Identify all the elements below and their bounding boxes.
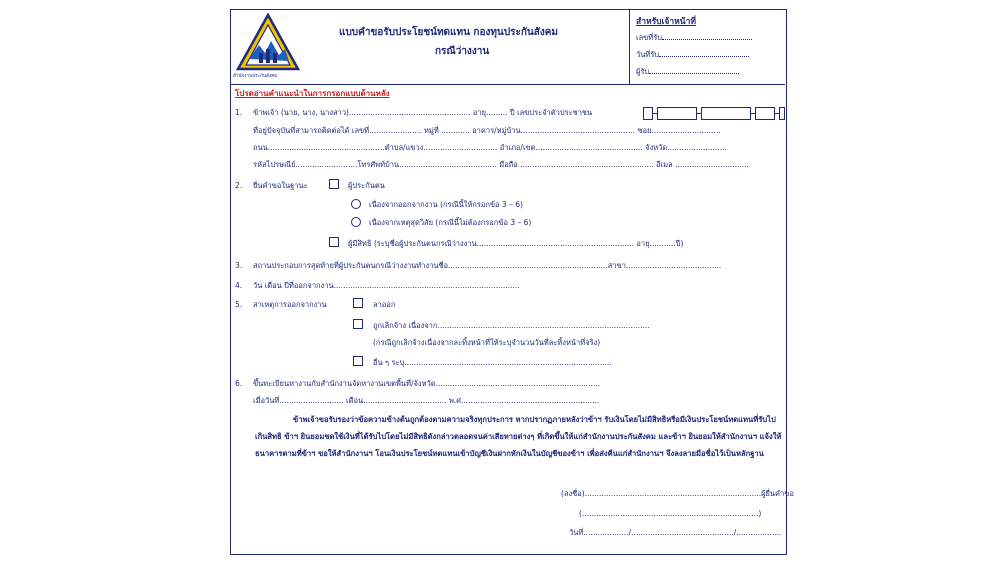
force-majeure-radio[interactable] bbox=[351, 217, 361, 227]
registration-date-line[interactable]: เมื่อวันที่........................... เดือน................................... พ.ศ.......................................................... bbox=[253, 396, 600, 405]
section2-label: ยื่นคำขอในฐานะ bbox=[253, 181, 308, 190]
receipt-number-field[interactable]: เลขที่รับ bbox=[636, 32, 752, 44]
section2-number: 2. bbox=[235, 181, 243, 190]
receipt-date-field[interactable]: วันที่รับ bbox=[636, 49, 749, 61]
job-registration-line[interactable]: ขึ้นทะเบียนหางานกับสำนักงานจัดหางานเขตพื้นที่/จังหวัด..................................................................... bbox=[253, 379, 601, 388]
instruction-text: โปรดอ่านคำแนะนำในการกรอกแบบด้านหลัง bbox=[235, 89, 390, 98]
section1-number: 1. bbox=[235, 108, 243, 117]
org-caption: สำนักงานประกันสังคม bbox=[233, 74, 278, 79]
dismissed-label[interactable]: ถูกเลิกจ้าง เนื่องจาก......................................................................................... bbox=[373, 321, 650, 330]
beneficiary-checkbox[interactable] bbox=[329, 237, 339, 247]
sso-logo-icon bbox=[235, 13, 301, 81]
contact-line[interactable]: รหัสไปรษณีย์..........................โทรศัพท์บ้าน......................................... มือถือ ........................................................ อีเมล ............................... bbox=[253, 160, 749, 169]
beneficiary-label[interactable]: ผู้มีสิทธิ (ระบุชื่อผู้ประกันตนกรณีว่างงาน.................................................................. อายุ...........ปี) bbox=[348, 239, 684, 248]
quit-job-label: เนื่องจากออกจากงาน (กรณีนี้ให้กรอกข้อ 3 – 6) bbox=[369, 200, 523, 209]
last-employer-line[interactable]: สถานประกอบการสุดท้ายที่ผู้ประกันตนกรณีว่างงานทำงานชื่อ...................................................................สาขา........................................ bbox=[253, 261, 722, 270]
form-title: แบบคำขอรับประโยชน์ทดแทน กองทุนประกันสังคม bbox=[339, 27, 559, 38]
form-subtitle: กรณีว่างงาน bbox=[435, 46, 490, 57]
dismissed-note: (กรณีถูกเลิกจ้างเนื่องจากละทิ้งหน้าที่ให้ระบุจำนวนวันที่ละทิ้งหน้าที่จริง) bbox=[373, 338, 601, 347]
section5-label: สาเหตุการออกจากงาน bbox=[253, 300, 327, 309]
insured-checkbox[interactable] bbox=[329, 179, 339, 189]
insured-label: ผู้ประกันตน bbox=[348, 181, 385, 190]
declaration-paragraph: ข้าพเจ้าขอรับรองว่าข้อความข้างต้นถูกต้องตามความจริงทุกประการ หากปรากฏภายหลังว่าข้าฯ รับเงินโดยไม่มีสิทธิหรือมีเงินประโยชน์ทดแทนที่รับไปเกินสิทธิ ข้าฯ ยินยอมชดใช้เงินที่ได้รับไปโดยไม่มีสิทธิดังกล่าวตลอดจนค่าเสียหายต่างๆ ที่เกิดขึ้นให้แก่สำนักงานประกันสังคม และข้าฯ ยินยอมให้สำนักงานฯ แจ้งให้ธนาคารตามที่ข้าฯ ขอให้สำนักงานฯ โอนเงินประโยชน์ทดแทนเข้าบัญชีเงินฝากหักเงินในบัญชีของข้าฯ เพื่อส่งคืนแก่สำนักงานฯ จึงลงลายมือชื่อไว้เป็นหลักฐาน bbox=[255, 415, 782, 458]
road-district-line[interactable]: ถนน.................................................ตำบล/แขวง............................... อำเภอ/เขต............................................. จังหวัด......................... bbox=[253, 143, 727, 152]
applicant-name-line[interactable]: ข้าพเจ้า (นาย, นาง, นางสาว)................................................... อายุ......... ปี เลขประจำตัวประชาชน bbox=[253, 108, 593, 117]
office-use-title: สำหรับเจ้าหน้าที่ bbox=[636, 17, 696, 27]
section6-number: 6. bbox=[235, 379, 243, 388]
quit-job-radio[interactable] bbox=[351, 199, 361, 209]
dismissed-checkbox[interactable] bbox=[353, 319, 363, 329]
force-majeure-label: เนื่องจากเหตุสุดวิสัย (กรณีนี้ไม่ต้องกรอกข้อ 3 – 6) bbox=[369, 218, 532, 227]
header-divider bbox=[231, 84, 785, 85]
claim-form bbox=[230, 9, 794, 555]
receiver-field[interactable]: ผู้รับ bbox=[636, 66, 739, 78]
address-line[interactable]: ที่อยู่ปัจจุบันที่สามารถติดต่อได้ เลขที่...................... หมู่ที่ ............ อาคาร/หมู่บ้าน................................................ ซอย............................. bbox=[253, 126, 721, 135]
other-reason-label[interactable]: อื่น ๆ ระบุ....................................................................................... bbox=[373, 358, 612, 367]
other-reason-checkbox[interactable] bbox=[353, 356, 363, 366]
resign-checkbox[interactable] bbox=[353, 298, 363, 308]
resign-label: ลาออก bbox=[373, 300, 396, 309]
section4-number: 4. bbox=[235, 281, 243, 290]
signature-date-line[interactable]: วันที่.................../.........................................../................... bbox=[569, 528, 782, 537]
section3-number: 3. bbox=[235, 261, 243, 270]
printed-name-line[interactable]: (..........................................................................) bbox=[579, 509, 762, 518]
office-use-box bbox=[629, 10, 786, 84]
signature-line[interactable]: (ลงชื่อ)..........................................................................ผู้ยื่นคำขอ bbox=[561, 489, 794, 498]
section5-number: 5. bbox=[235, 300, 243, 309]
leave-date-line[interactable]: วัน เดือน ปีที่ออกจากงาน.............................................................................. bbox=[253, 281, 520, 290]
